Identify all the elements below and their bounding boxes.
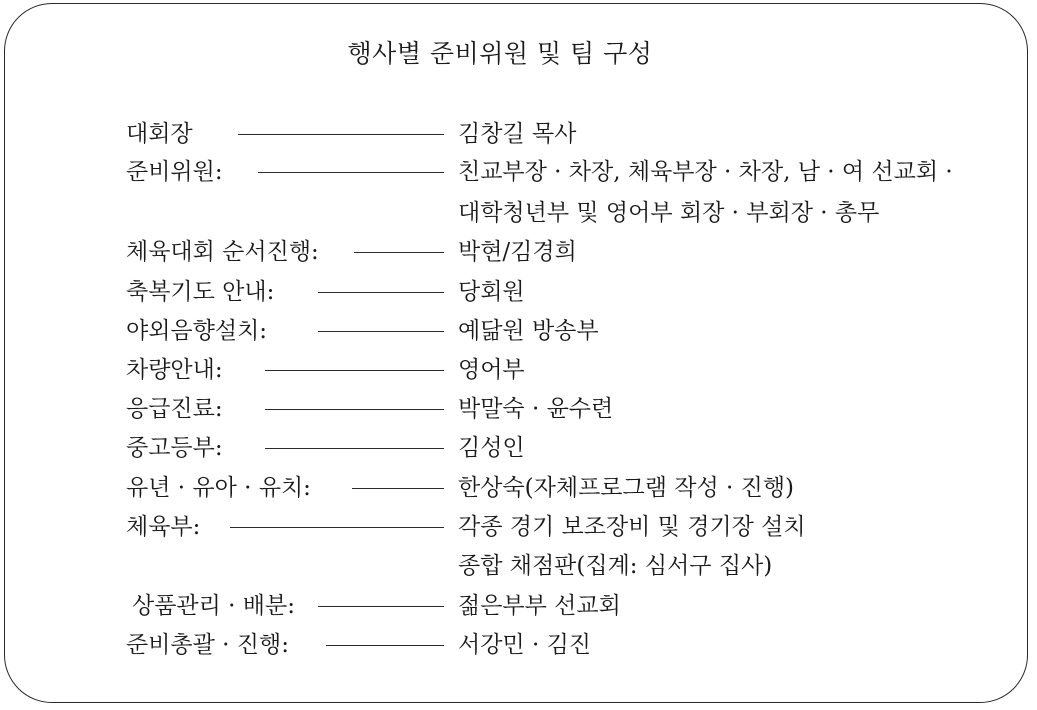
list-item — [0, 274, 1037, 310]
leader-line — [265, 448, 444, 449]
list-item — [0, 430, 1037, 466]
page-title: 행사별 준비위원 및 팀 구성 — [347, 39, 653, 68]
assignee-value: 영어부 — [458, 357, 525, 383]
assignee-value: 박현/김경희 — [458, 239, 577, 265]
assignee-value: 박말숙 · 윤수련 — [458, 396, 614, 422]
role-label: 차량안내: — [126, 357, 223, 383]
assignee-value: 한상숙(자체프로그램 작성 · 진행) — [458, 475, 795, 501]
list-item — [0, 391, 1037, 427]
leader-line — [318, 331, 444, 332]
assignee-value: 친교부장 · 차장, 체육부장 · 차장, 남 · 여 선교회 · — [458, 159, 953, 185]
list-item — [0, 588, 1037, 624]
assignee-value: 젊은부부 선교회 — [458, 593, 621, 619]
assignee-value: 각종 경기 보조장비 및 경기장 설치 — [458, 514, 806, 540]
role-label: 준비위원: — [126, 159, 223, 185]
leader-line — [265, 409, 444, 410]
list-item — [0, 470, 1037, 506]
leader-line — [265, 370, 444, 371]
role-label: 응급진료: — [126, 396, 223, 422]
role-label: 중고등부: — [126, 435, 223, 461]
list-item — [0, 234, 1037, 270]
leader-line — [318, 606, 444, 607]
role-label: 준비총괄 · 진행: — [126, 632, 289, 658]
list-item — [0, 509, 1037, 545]
assignee-value: 서강민 · 김진 — [458, 632, 592, 658]
leader-line — [352, 488, 444, 489]
list-item-continuation — [0, 548, 1037, 584]
leader-line — [354, 252, 444, 253]
list-item — [0, 627, 1037, 663]
list-item — [0, 154, 1037, 190]
role-label: 체육대회 순서진행: — [126, 239, 319, 265]
leader-line — [230, 527, 444, 528]
leader-line — [258, 172, 444, 173]
role-label: 유년 · 유아 · 유치: — [126, 475, 311, 501]
list-item — [0, 352, 1037, 388]
leader-line — [326, 645, 444, 646]
list-item — [0, 116, 1037, 152]
leader-line — [318, 292, 444, 293]
role-label: 야외음향설치: — [126, 318, 268, 344]
assignee-value: 종합 채점판(집계: 심서구 집사) — [458, 553, 773, 579]
list-item — [0, 313, 1037, 349]
leader-line — [238, 134, 444, 135]
assignee-value: 김성인 — [458, 435, 525, 461]
assignee-value: 당회원 — [458, 279, 525, 305]
role-label: 체육부: — [126, 514, 201, 540]
list-item-continuation — [0, 195, 1037, 231]
assignee-value: 대학청년부 및 영어부 회장 · 부회장 · 총무 — [458, 200, 880, 226]
assignee-value: 김창길 목사 — [458, 121, 577, 147]
assignee-value: 예닮원 방송부 — [458, 318, 599, 344]
role-label: 대회장 — [126, 121, 193, 147]
role-label: 축복기도 안내: — [126, 279, 275, 305]
role-label: 상품관리 · 배분: — [132, 593, 295, 619]
